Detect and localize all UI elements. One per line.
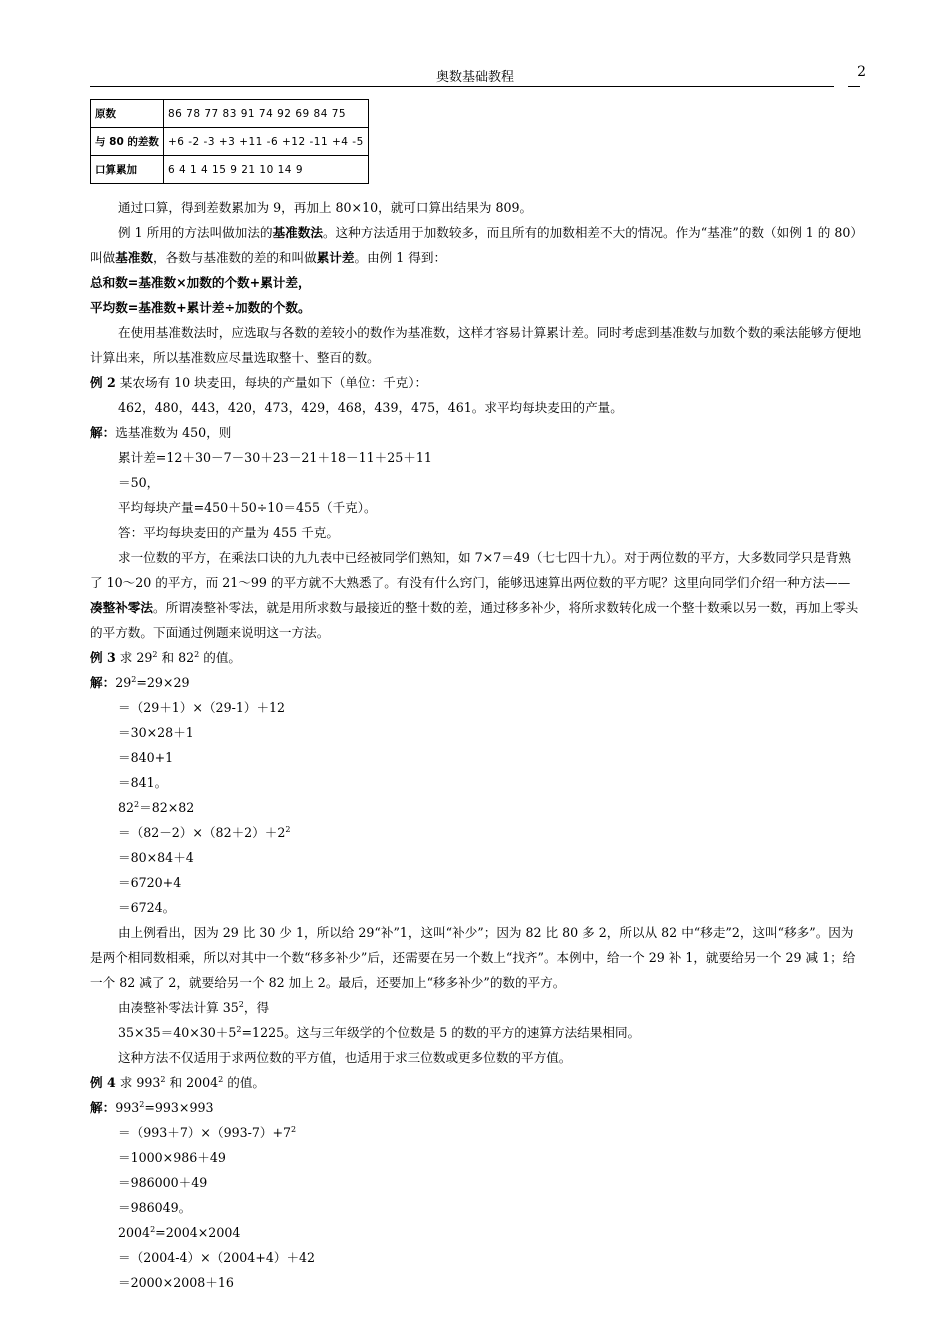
solution-label: 解： bbox=[90, 425, 116, 440]
solution-line bbox=[90, 420, 862, 445]
table-row bbox=[91, 128, 369, 156]
math-line: ＝1000×986＋49 bbox=[118, 1150, 226, 1165]
superscript: 2 bbox=[194, 650, 200, 659]
text-span: 某农场有 10 块麦田，每块的产量如下（单位：千克）： bbox=[115, 375, 428, 390]
solution-label: 解： bbox=[90, 1100, 116, 1115]
math-line bbox=[90, 1120, 862, 1145]
term-bold: 基准数 bbox=[115, 250, 153, 265]
text-span: 2004 bbox=[118, 1225, 151, 1240]
math-line: ＝6720+4 bbox=[118, 875, 182, 890]
example-label: 例 3 bbox=[90, 650, 116, 665]
text-span: ，各数与基准数的差的和叫做 bbox=[152, 250, 317, 265]
paragraph bbox=[90, 545, 862, 645]
text-span: 82 bbox=[118, 800, 135, 815]
math-line: 累计差=12＋30－7－30＋23－21＋18－11＋25＋11 bbox=[118, 450, 432, 465]
solution-line bbox=[90, 1095, 862, 1120]
text-span: =1225。这与三年级学的个位数是 5 的数的平方的速算方法结果相同。 bbox=[241, 1025, 641, 1040]
example-heading bbox=[90, 645, 862, 670]
superscript: 2 bbox=[218, 1075, 224, 1084]
math-line: ＝（2004-4）×（2004+4）＋42 bbox=[118, 1250, 316, 1265]
table-cell-label: 口算累加 bbox=[91, 156, 164, 184]
page-header bbox=[90, 64, 866, 86]
text-span: 。由例 1 得到： bbox=[354, 250, 447, 265]
text-span: 。所谓凑整补零法，就是用所求数与最接近的整十数的差，通过移多补少，将所求数转化成一个整十数乘以另一数，再加上零头的平方数。下面通过例题来说明这一方法。 bbox=[90, 600, 859, 640]
paragraph: 这种方法不仅适用于求两位数的平方值，也适用于求三位数或更多位数的平方值。 bbox=[118, 1050, 572, 1065]
paragraph: 通过口算，得到差数累加为 9，再加上 80×10，就可口算出结果为 809。 bbox=[118, 200, 533, 215]
text-span: 求 993 bbox=[115, 1075, 161, 1090]
solution-line bbox=[90, 670, 862, 695]
superscript: 2 bbox=[131, 675, 137, 684]
text-span: 和 2004 bbox=[165, 1075, 219, 1090]
math-line: ＝80×84＋4 bbox=[118, 850, 194, 865]
superscript: 2 bbox=[285, 825, 291, 834]
text-span: 993 bbox=[115, 1100, 140, 1115]
text-span: 的值。 bbox=[199, 650, 242, 665]
solution-label: 解： bbox=[90, 675, 116, 690]
table-cell-label: 与 80 的差数 bbox=[91, 128, 164, 156]
text-span: 和 82 bbox=[157, 650, 195, 665]
math-line: ＝841。 bbox=[118, 775, 168, 790]
text-span: =2004×2004 bbox=[155, 1225, 241, 1240]
table-cell-values: 86 78 77 83 91 74 92 69 84 75 bbox=[163, 100, 368, 128]
math-line bbox=[90, 1220, 862, 1245]
math-line bbox=[90, 1020, 862, 1045]
superscript: 2 bbox=[139, 1100, 145, 1109]
text-span: 选基准数为 450，则 bbox=[115, 425, 232, 440]
formula-line: 平均数=基准数+累计差÷加数的个数。 bbox=[90, 300, 311, 315]
text-span: =29×29 bbox=[136, 675, 190, 690]
term-bold: 基准数法 bbox=[272, 225, 323, 240]
paragraph: 由上例看出，因为 29 比 30 少 1，所以给 29“补”1，这叫“补少”；因为 82 比 80 多 2，所以从 82 中“移走”2，这叫“移多”。因为是两个相同数相乘，所以对其中一个数“移多补少”后，还需要在另一个数上“找齐”。本例中，给一个 29 补 1，就要给另一个 29 减 1；给一个 82 减了 2，就要给另一个 82 加上 2。最后，还要加上“移多补少”的数的平方。 bbox=[90, 925, 856, 990]
text-span: ，得 bbox=[243, 1000, 270, 1015]
superscript: 2 bbox=[152, 650, 158, 659]
math-line: ＝986000＋49 bbox=[118, 1175, 208, 1190]
term-bold: 凑整补零法 bbox=[90, 600, 153, 615]
example-label: 例 4 bbox=[90, 1075, 116, 1090]
superscript: 2 bbox=[134, 800, 140, 809]
paragraph: 462，480，443，420，473，429，468，439，475，461。求平均每块麦田的产量。 bbox=[118, 400, 623, 415]
text-span: 29 bbox=[115, 675, 132, 690]
math-line: ＝2000×2008＋16 bbox=[118, 1275, 234, 1290]
text-span: 由凑整补零法计算 35 bbox=[118, 1000, 239, 1015]
difference-table bbox=[90, 99, 369, 184]
math-line bbox=[90, 795, 862, 820]
header-title: 奥数基础教程 bbox=[435, 70, 514, 85]
superscript: 2 bbox=[291, 1125, 297, 1134]
example-label: 例 2 bbox=[90, 375, 116, 390]
math-line: 答：平均每块麦田的产量为 455 千克。 bbox=[118, 525, 339, 540]
text-span: ＝（993＋7）×（993-7）+7 bbox=[118, 1125, 292, 1140]
text-span: =993×993 bbox=[144, 1100, 214, 1115]
paragraph bbox=[90, 995, 862, 1020]
text-span: 求一位数的平方，在乘法口诀的九九表中已经被同学们熟知，如 7×7＝49（七七四十九）。对于两位数的平方，大多数同学只是背熟了 10～20 的平方，而 21～99 的平方就不大熟悉了。有没有什么窍门，能够迅速算出两位数的平方呢？这里向同学们介绍一种方法—— bbox=[90, 550, 851, 590]
math-line: 平均每块产量=450＋50÷10＝455（千克）。 bbox=[118, 500, 377, 515]
math-line bbox=[90, 820, 862, 845]
table-row bbox=[91, 156, 369, 184]
math-line: ＝986049。 bbox=[118, 1200, 192, 1215]
text-span: 35×35＝40×30＋5 bbox=[118, 1025, 237, 1040]
term-bold: 累计差 bbox=[316, 250, 355, 265]
superscript: 2 bbox=[236, 1025, 242, 1034]
superscript: 2 bbox=[150, 1225, 156, 1234]
formula-line: 总和数=基准数×加数的个数+累计差， bbox=[90, 275, 311, 290]
paragraph bbox=[90, 220, 862, 270]
math-line: ＝（29＋1）×（29-1）＋12 bbox=[118, 700, 286, 715]
superscript: 2 bbox=[160, 1075, 166, 1084]
example-heading bbox=[90, 370, 862, 395]
math-line: ＝6724。 bbox=[118, 900, 176, 915]
table-cell-label: 原数 bbox=[91, 100, 164, 128]
example-heading bbox=[90, 1070, 862, 1095]
text-span: ＝82×82 bbox=[139, 800, 195, 815]
header-rule bbox=[90, 86, 834, 87]
table-cell-values: 6 4 1 4 15 9 21 10 14 9 bbox=[163, 156, 368, 184]
table-row bbox=[91, 100, 369, 128]
math-line: ＝30×28＋1 bbox=[118, 725, 194, 740]
text-span: 例 1 所用的方法叫做加法的 bbox=[118, 225, 273, 240]
paragraph: 在使用基准数法时，应选取与各数的差较小的数作为基准数，这样才容易计算累计差。同时考虑到基准数与加数个数的乘法能够方便地计算出来，所以基准数应尽量选取整十、整百的数。 bbox=[90, 325, 862, 365]
page-number: 2 bbox=[857, 64, 866, 80]
math-line: ＝50， bbox=[118, 475, 160, 490]
page-number-underline bbox=[848, 86, 860, 87]
text-span: ＝（82－2）×（82＋2）＋2 bbox=[118, 825, 286, 840]
text-span: 。这种方法适用于加数较多，而且所有的加数相差不大的情况。作为“基准”的数（如例 1 的 80）叫做 bbox=[90, 225, 857, 265]
math-line: ＝840+1 bbox=[118, 750, 174, 765]
text-span: 的值。 bbox=[223, 1075, 266, 1090]
document-body bbox=[90, 195, 862, 1295]
superscript: 2 bbox=[238, 1000, 244, 1009]
table-cell-values: +6 -2 -3 +3 +11 -6 +12 -11 +4 -5 bbox=[163, 128, 368, 156]
text-span: 求 29 bbox=[115, 650, 153, 665]
